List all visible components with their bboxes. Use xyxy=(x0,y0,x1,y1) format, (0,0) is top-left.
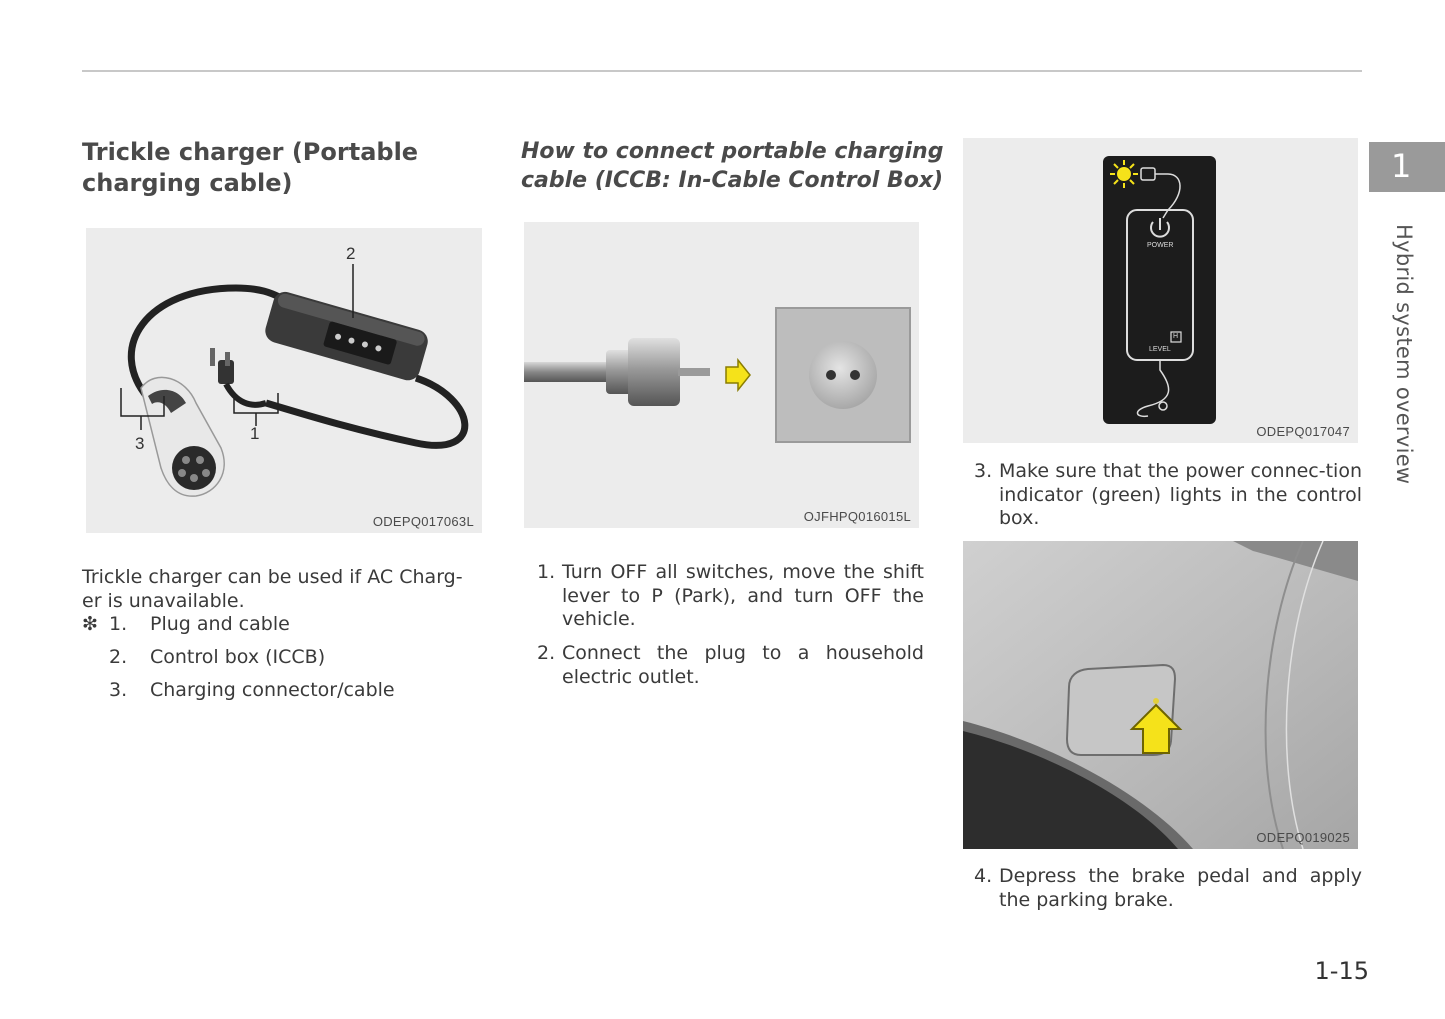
step-4 xyxy=(974,865,1362,915)
figure-control-box xyxy=(963,138,1358,443)
legend-number: 1. xyxy=(109,613,128,635)
intro-line-2: er is unavailable. xyxy=(82,589,245,612)
level-mark: H xyxy=(1173,333,1179,340)
level-label: LEVEL xyxy=(1149,346,1171,353)
callout-3: 3 xyxy=(135,434,145,453)
intro-line-1: Trickle charger can be used if AC Charg- xyxy=(82,566,463,588)
control-box-illustration xyxy=(963,138,1358,443)
legend-label: Control box (ICCB) xyxy=(150,646,326,668)
figure-code: ODEPQ019025 xyxy=(1256,830,1350,845)
chapter-tab xyxy=(1369,142,1445,192)
plug-outlet-illustration xyxy=(524,222,919,528)
heading-how-to-connect xyxy=(521,137,943,195)
step-3 xyxy=(974,460,1362,532)
charger-illustration xyxy=(86,228,482,533)
step-number: 4. xyxy=(974,865,993,887)
top-rule xyxy=(82,70,1362,72)
figure-code: ODEPQ017063L xyxy=(372,514,474,529)
step-number: 3. xyxy=(974,460,993,482)
power-label: POWER xyxy=(1147,242,1174,249)
intro-text xyxy=(82,566,492,613)
legend-item-2 xyxy=(82,646,492,670)
step-number: 1. xyxy=(537,561,556,583)
heading-trickle-charger xyxy=(82,137,418,199)
figure-trickle-charger xyxy=(86,228,482,533)
chapter-title: Hybrid system overview xyxy=(1392,224,1416,485)
figure-code: OJFHPQ016015L xyxy=(803,509,911,524)
heading-line-2: cable (ICCB: In-Cable Control Box) xyxy=(521,168,944,193)
page-number: 1-15 xyxy=(1314,957,1369,985)
step-text: Make sure that the power connec-tion indicator (green) lights in the control box. xyxy=(999,460,1362,529)
heading-line-1: How to connect portable charging xyxy=(521,139,944,164)
legend-label: Charging connector/cable xyxy=(150,679,395,701)
step-text: Turn OFF all switches, move the shift lever to P (Park), and turn OFF the vehicle. xyxy=(562,561,924,630)
legend-label: Plug and cable xyxy=(150,613,290,635)
figure-charge-port xyxy=(963,541,1358,849)
charge-port-illustration xyxy=(963,541,1358,849)
figure-plug-outlet xyxy=(524,222,919,528)
legend-item-1 xyxy=(82,613,492,637)
step-text: Connect the plug to a household electric outlet. xyxy=(562,642,924,688)
step-number: 2. xyxy=(537,642,556,664)
step-1 xyxy=(537,561,924,633)
step-text: Depress the brake pedal and apply the parking brake. xyxy=(999,865,1362,911)
chapter-number: 1 xyxy=(1391,147,1412,185)
heading-line-1: Trickle charger (Portable xyxy=(82,138,419,166)
callout-1: 1 xyxy=(250,424,260,443)
asterisk-icon: ❇ xyxy=(82,613,98,635)
step-2 xyxy=(537,642,924,692)
figure-code: ODEPQ017047 xyxy=(1256,424,1350,439)
legend-item-3 xyxy=(82,679,492,703)
heading-line-2: charging cable) xyxy=(82,169,293,197)
callout-2: 2 xyxy=(346,244,356,263)
legend-number: 2. xyxy=(109,646,128,668)
legend-number: 3. xyxy=(109,679,128,701)
